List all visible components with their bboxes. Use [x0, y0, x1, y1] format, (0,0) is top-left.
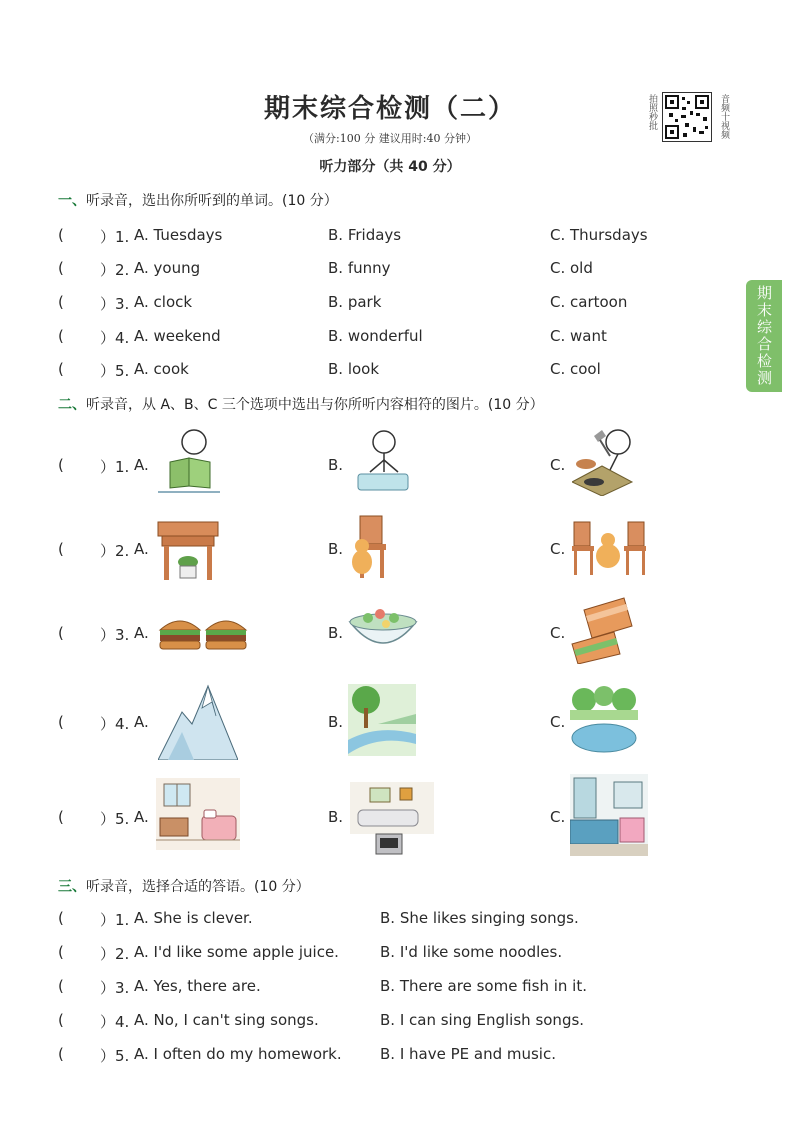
part-heading: 听力部分（共 40 分）: [319, 159, 461, 175]
option-b: B. I have PE and music.: [380, 1045, 556, 1063]
answer-blank[interactable]: (: [58, 259, 64, 277]
option-a: A. cook: [134, 360, 189, 378]
option-a: A. weekend: [134, 327, 221, 345]
question-number: ）4.: [100, 715, 130, 733]
question-number: ）1.: [100, 228, 130, 246]
question-number: ）1.: [100, 458, 130, 476]
question-number: ）5.: [100, 1047, 130, 1065]
section-2-heading: [58, 394, 544, 414]
option-b: B. funny: [328, 259, 391, 277]
answer-blank[interactable]: (: [58, 808, 64, 826]
option-c: C. old: [550, 259, 593, 277]
question-number: ）3.: [100, 979, 130, 997]
answer-blank[interactable]: (: [58, 977, 64, 995]
option-a: A. Tuesdays: [134, 226, 223, 244]
option-b: B. park: [328, 293, 382, 311]
hamburgers-picture[interactable]: [158, 612, 250, 654]
s3-question-5: [58, 1045, 718, 1069]
option-b: B. I'd like some noodles.: [380, 943, 563, 961]
bedroom-picture[interactable]: [156, 778, 240, 850]
question-number: ）2.: [100, 945, 130, 963]
section-1-text: 听录音，选出你所听到的单词。(10 分）: [86, 193, 338, 209]
option-c: C.: [550, 713, 566, 731]
question-number: ）2.: [100, 261, 130, 279]
section-3-heading: [58, 876, 310, 896]
option-a: A. I often do my homework.: [134, 1045, 342, 1063]
answer-blank[interactable]: (: [58, 1045, 64, 1063]
question-number: ）5.: [100, 362, 130, 380]
page-title: 期末综合检测（二）: [263, 94, 516, 124]
qr-right-label: 音频十视频: [719, 94, 729, 139]
answer-blank[interactable]: (: [58, 540, 64, 558]
option-c: C.: [550, 540, 566, 558]
question-number: ）3.: [100, 626, 130, 644]
option-c: C. cartoon: [550, 293, 628, 311]
answer-blank[interactable]: (: [58, 713, 64, 731]
s3-question-2: [58, 943, 718, 967]
option-a: A.: [134, 540, 149, 558]
living-room-picture[interactable]: [350, 782, 434, 858]
section-1-heading: [58, 190, 338, 210]
answer-blank[interactable]: (: [58, 360, 64, 378]
option-c: C.: [550, 624, 566, 642]
option-a: A.: [134, 456, 149, 474]
option-b: B. I can sing English songs.: [380, 1011, 585, 1029]
s1-question-5: [58, 360, 718, 384]
section-3-number: 三、: [58, 879, 86, 895]
option-a: A.: [134, 624, 149, 642]
cooking-picture[interactable]: [572, 426, 634, 496]
s3-question-1: [58, 909, 718, 933]
option-a: A. She is clever.: [134, 909, 253, 927]
option-b: B.: [328, 624, 344, 642]
reading-book-picture[interactable]: [158, 428, 220, 494]
answer-blank[interactable]: (: [58, 943, 64, 961]
mountain-picture[interactable]: [158, 682, 238, 760]
option-c: C. cool: [550, 360, 601, 378]
question-number: ）4.: [100, 329, 130, 347]
option-a: A. Yes, there are.: [134, 977, 261, 995]
chairs-cat-picture[interactable]: [570, 518, 650, 576]
qr-left-label: 拍照秒批: [647, 94, 657, 130]
option-a: A. I'd like some apple juice.: [134, 943, 339, 961]
s3-question-3: [58, 977, 718, 1001]
answer-blank[interactable]: (: [58, 293, 64, 311]
option-b: B. look: [328, 360, 380, 378]
option-a: A.: [134, 808, 149, 826]
option-b: B.: [328, 540, 344, 558]
writing-picture[interactable]: [350, 428, 412, 494]
answer-blank[interactable]: (: [58, 327, 64, 345]
question-number: ）4.: [100, 1013, 130, 1031]
s1-question-3: [58, 293, 718, 317]
s3-question-4: [58, 1011, 718, 1035]
option-a: A. No, I can't sing songs.: [134, 1011, 319, 1029]
section-3-text: 听录音，选择合适的答语。(10 分）: [86, 879, 310, 895]
question-number: ）1.: [100, 911, 130, 929]
river-trees-picture[interactable]: [348, 684, 416, 756]
option-c: C. Thursdays: [550, 226, 648, 244]
s1-question-4: [58, 327, 718, 351]
option-b: B. There are some fish in it.: [380, 977, 587, 995]
option-a: A. young: [134, 259, 201, 277]
option-b: B.: [328, 713, 344, 731]
option-a: A.: [134, 713, 149, 731]
question-number: ）2.: [100, 542, 130, 560]
option-c: C.: [550, 456, 566, 474]
question-number: ）3.: [100, 295, 130, 313]
s1-question-2: [58, 259, 718, 283]
qr-code-icon[interactable]: [662, 92, 712, 142]
section-2-text: 听录音，从 A、B、C 三个选项中选出与你所听内容相符的图片。(10 分）: [86, 397, 544, 413]
answer-blank[interactable]: (: [58, 909, 64, 927]
sandwich-picture[interactable]: [570, 596, 636, 664]
answer-blank[interactable]: (: [58, 226, 64, 244]
bathroom-picture[interactable]: [570, 774, 648, 856]
option-c: C.: [550, 808, 566, 826]
option-b: B. She likes singing songs.: [380, 909, 579, 927]
answer-blank[interactable]: (: [58, 624, 64, 642]
side-tab[interactable]: 期末综合检测: [746, 280, 782, 392]
salad-picture[interactable]: [348, 602, 418, 660]
section-2-number: 二、: [58, 397, 86, 413]
answer-blank[interactable]: (: [58, 456, 64, 474]
option-a: A. clock: [134, 293, 193, 311]
answer-blank[interactable]: (: [58, 1011, 64, 1029]
lake-picture[interactable]: [570, 686, 638, 754]
option-b: B.: [328, 808, 344, 826]
option-c: C. want: [550, 327, 607, 345]
s1-question-1: [58, 226, 718, 250]
option-b: B.: [328, 456, 344, 474]
desk-picture[interactable]: [156, 516, 220, 582]
section-1-number: 一、: [58, 193, 86, 209]
option-b: B. Fridays: [328, 226, 402, 244]
page-subtitle: （满分:100 分 建议用时:40 分钟）: [303, 132, 477, 145]
option-b: B. wonderful: [328, 327, 423, 345]
cat-chair-picture[interactable]: [348, 514, 388, 580]
question-number: ）5.: [100, 810, 130, 828]
